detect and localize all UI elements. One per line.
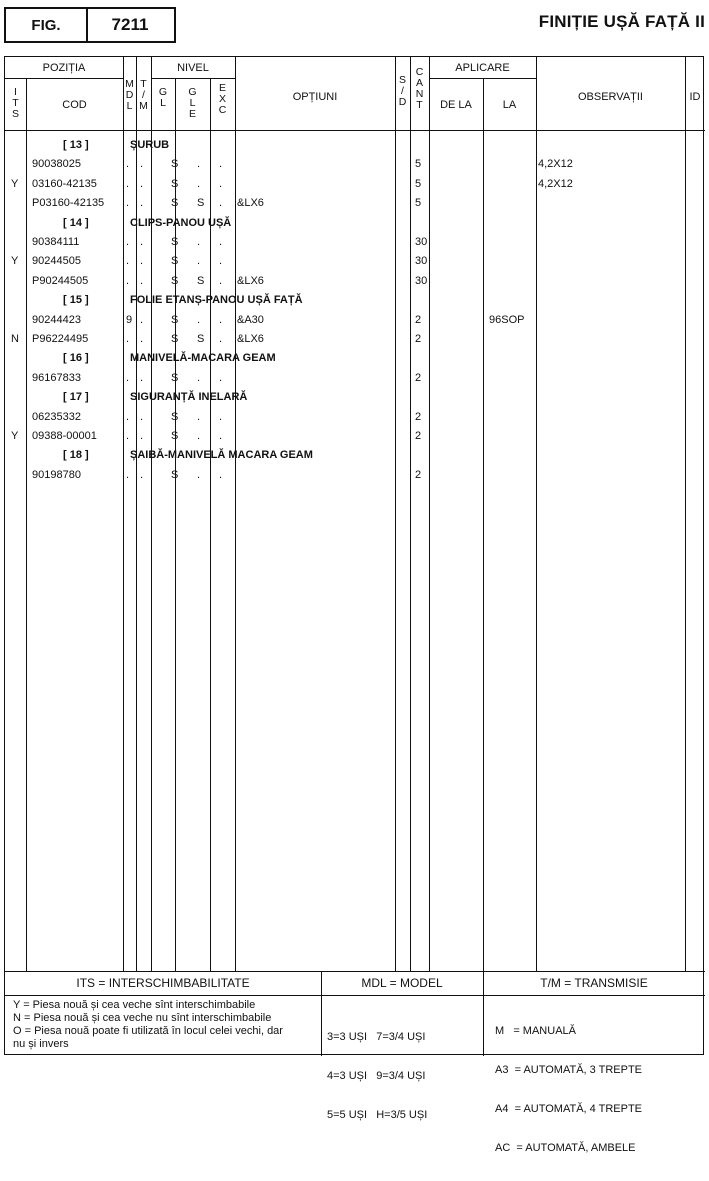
cell-cod: 90198780: [32, 468, 81, 481]
cell-tm: .: [140, 468, 144, 481]
cell-tm: .: [140, 371, 144, 384]
group-header-row: [5, 447, 705, 466]
cell-tm: .: [140, 333, 144, 345]
cell-opt: &A30: [237, 313, 264, 326]
cell-gle: .: [197, 430, 201, 442]
cell-mdl: .: [126, 158, 130, 171]
legend-mdl-list: [327, 1005, 482, 1148]
legend-its-title: ITS = INTERSCHIMBABILITATE: [76, 976, 250, 990]
cell-tm: .: [140, 410, 144, 423]
group-name: MANIVELĂ-MACARA GEAM: [130, 352, 276, 365]
cell-gle: .: [197, 236, 201, 248]
cell-cod: 90384111: [32, 236, 80, 248]
group-number: [ 13 ]: [63, 139, 89, 151]
table-row: [5, 176, 705, 195]
header-id: ID: [689, 91, 701, 103]
header-de-la: DE LA: [440, 99, 472, 111]
cell-gl: S: [171, 158, 179, 171]
cell-mdl: .: [126, 333, 130, 345]
table-row: [5, 156, 705, 175]
header-exc: E X C: [218, 82, 227, 116]
legend-mdl-line: 4=3 UȘI 9=3/4 UȘI: [327, 1070, 426, 1082]
cell-exc: .: [219, 197, 223, 210]
cell-mdl: .: [126, 371, 130, 384]
cell-gl: S: [171, 236, 179, 248]
header-gle: G L E: [188, 86, 197, 120]
header-aplicare: APLICARE: [455, 62, 510, 74]
header-tm: T / M: [139, 78, 148, 112]
group-header-row: [5, 350, 705, 369]
cell-cant: 5: [415, 158, 422, 171]
cell-tm: .: [140, 274, 144, 287]
cell-tm: .: [140, 236, 144, 248]
legend-mdl-line: 5=5 UȘI H=3/5 UȘI: [327, 1109, 428, 1121]
cell-tm: .: [140, 313, 144, 326]
cell-obs: 4,2X12: [538, 158, 573, 171]
cell-exc: .: [219, 158, 223, 171]
cell-gl: S: [171, 313, 179, 326]
legend-tm-line: A3 = AUTOMATĂ, 3 TREPTE: [495, 1064, 643, 1076]
cell-gl: S: [171, 371, 179, 384]
legend-mdl-line: 3=3 UȘI 7=3/4 UȘI: [327, 1031, 426, 1043]
cell-opt: &LX6: [237, 197, 264, 210]
header-pozitia: POZIȚIA: [42, 62, 86, 74]
cell-tm: .: [140, 255, 144, 268]
cell-tm: .: [140, 177, 144, 190]
table-row: [5, 234, 705, 253]
cell-mdl: .: [126, 255, 130, 268]
header-gl: G L: [158, 86, 168, 109]
cell-gle: .: [197, 371, 201, 384]
cell-cant: 2: [415, 313, 422, 326]
cell-tm: .: [140, 158, 144, 171]
group-name: FOLIE ETANȘ-PANOU UȘĂ FAȚĂ: [130, 294, 303, 307]
cell-tm: .: [140, 197, 144, 210]
cell-gl: S: [171, 274, 179, 287]
legend-its-line: N = Piesa nouă și cea veche nu sînt interschimbabile: [13, 1012, 272, 1024]
cell-gle: S: [197, 197, 205, 210]
cell-mdl: .: [126, 236, 130, 248]
cell-cant: 2: [415, 333, 422, 345]
group-number: [ 14 ]: [63, 216, 89, 229]
group-name: ȘURUB: [130, 139, 170, 151]
cell-gle: .: [197, 177, 201, 190]
cell-cant: 2: [415, 371, 422, 384]
cell-mdl: .: [126, 274, 130, 287]
header-mdl: M D L: [125, 78, 134, 112]
cell-opt: &LX6: [237, 274, 264, 287]
cell-exc: .: [219, 313, 223, 326]
group-header-row: [5, 137, 705, 156]
legend-tm-list: [495, 999, 700, 1181]
cell-gle: .: [197, 158, 201, 171]
cell-mdl: .: [126, 197, 130, 210]
header-sd: S / D: [398, 74, 407, 108]
cell-cod: P03160-42135: [32, 197, 105, 210]
table-row: [5, 312, 705, 331]
cell-its: Y: [11, 177, 19, 190]
cell-mdl: .: [126, 468, 130, 481]
table-row: [5, 467, 705, 486]
table-row: [5, 331, 705, 350]
cell-cod: 09388-00001: [32, 430, 97, 442]
header-cant: C A N T: [415, 66, 424, 111]
cell-la: 96SOP: [489, 313, 525, 326]
cell-gle: .: [197, 255, 201, 268]
cell-gle: S: [197, 274, 205, 287]
cell-cod: P96224495: [32, 333, 89, 345]
cell-cod: 06235332: [32, 410, 81, 423]
header-its: I T S: [11, 86, 19, 120]
cell-cod: 96167833: [32, 371, 81, 384]
parts-table: [4, 56, 704, 1154]
group-header-row: [5, 215, 705, 234]
cell-gl: S: [171, 177, 179, 190]
cell-mdl: 9: [126, 313, 133, 326]
cell-obs: 4,2X12: [538, 177, 573, 190]
cell-exc: .: [219, 468, 223, 481]
legend-its-list: [13, 999, 318, 1051]
legend-mdl-title: MDL = MODEL: [361, 976, 443, 990]
legend-tm-line: M = MANUALĂ: [495, 1025, 576, 1037]
cell-mdl: .: [126, 177, 130, 190]
cell-exc: .: [219, 255, 223, 268]
cell-cant: 5: [415, 197, 422, 210]
cell-exc: .: [219, 274, 223, 287]
table-row: [5, 273, 705, 292]
cell-cant: 2: [415, 430, 422, 442]
figure-number: 7211: [111, 15, 149, 34]
legend-tm-line: AC = AUTOMATĂ, AMBELE: [495, 1142, 636, 1154]
group-name: CLIPS-PANOU UȘĂ: [130, 216, 232, 229]
cell-gl: S: [171, 410, 179, 423]
cell-its: N: [11, 333, 19, 345]
table-row: [5, 370, 705, 389]
cell-mdl: .: [126, 410, 130, 423]
header-la: LA: [502, 99, 517, 111]
group-name: SIGURANȚĂ INELARĂ: [130, 391, 248, 404]
cell-exc: .: [219, 236, 223, 248]
cell-cant: 30: [415, 236, 428, 248]
cell-gl: S: [171, 468, 179, 481]
figure-label: FIG.: [6, 9, 88, 41]
cell-exc: .: [219, 177, 223, 190]
page-title: FINIȚIE UȘĂ FAȚĂ II: [538, 12, 705, 31]
cell-gle: .: [197, 410, 201, 423]
legend-tm-title: T/M = TRANSMISIE: [540, 976, 648, 990]
cell-cant: 2: [415, 410, 422, 423]
group-number: [ 15 ]: [63, 294, 89, 307]
legend-its-line: nu și invers: [13, 1038, 69, 1050]
cell-cant: 2: [415, 468, 422, 481]
cell-cod: 90038025: [32, 158, 81, 171]
group-name: ȘAIBĂ-MANIVELĂ MACARA GEAM: [130, 449, 313, 462]
cell-cod: 90244505: [32, 255, 81, 268]
cell-gl: S: [171, 333, 179, 345]
cell-exc: .: [219, 410, 223, 423]
cell-exc: .: [219, 371, 223, 384]
table-row: [5, 195, 705, 214]
cell-cod: 03160-42135: [32, 177, 97, 190]
cell-cod: 90244423: [32, 313, 81, 326]
cell-its: Y: [11, 430, 19, 442]
table-row: [5, 428, 705, 447]
cell-cod: P90244505: [32, 274, 89, 287]
cell-gl: S: [171, 430, 179, 442]
header-nivel: NIVEL: [177, 62, 209, 74]
cell-gle: S: [197, 333, 205, 345]
table-row: [5, 409, 705, 428]
group-number: [ 17 ]: [63, 391, 89, 404]
cell-opt: &LX6: [237, 333, 264, 345]
header-observatii: OBSERVAȚII: [577, 91, 643, 103]
cell-cant: 30: [415, 255, 428, 268]
header-cod: COD: [62, 99, 87, 111]
legend-its-line: Y = Piesa nouă și cea veche sînt interschimbabile: [13, 999, 256, 1011]
group-number: [ 18 ]: [63, 449, 89, 462]
cell-gl: S: [171, 197, 179, 210]
group-header-row: [5, 292, 705, 311]
figure-box: [4, 7, 176, 43]
cell-tm: .: [140, 430, 144, 442]
legend-its-line: O = Piesa nouă poate fi utilizată în locul celei vechi, dar: [13, 1025, 283, 1037]
group-header-row: [5, 389, 705, 408]
cell-exc: .: [219, 430, 223, 442]
header-optiuni: OPȚIUNI: [292, 91, 338, 103]
cell-gle: .: [197, 313, 201, 326]
cell-gle: .: [197, 468, 201, 481]
cell-cant: 30: [415, 274, 428, 287]
group-number: [ 16 ]: [63, 352, 89, 365]
legend-tm-line: A4 = AUTOMATĂ, 4 TREPTE: [495, 1103, 643, 1115]
cell-exc: .: [219, 333, 223, 345]
cell-gl: S: [171, 255, 179, 268]
cell-cant: 5: [415, 177, 422, 190]
table-row: [5, 253, 705, 272]
cell-mdl: .: [126, 430, 130, 442]
cell-its: Y: [11, 255, 19, 268]
